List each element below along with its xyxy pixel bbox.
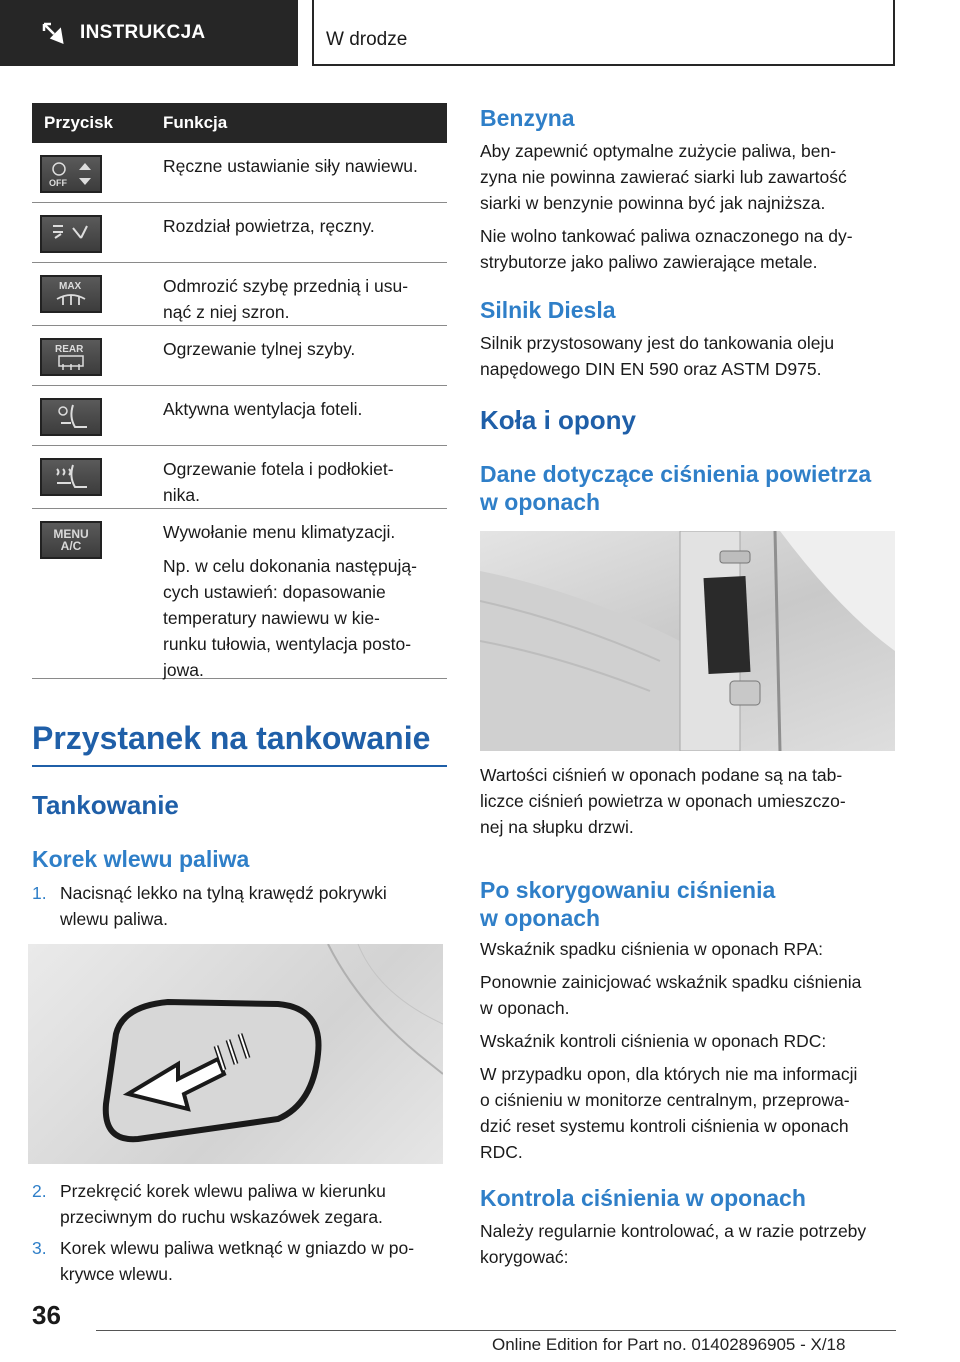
paragraph: W przypadku opon, dla których nie ma informacji o ciśnieniu w monitorze centralnym, przeprowa- dzić reset systemu kontroli ciśnienia w oponach RDC. [480, 1064, 858, 1162]
function-text: Np. w celu dokonania następują- cych ustawień: dopasowanie temperatury nawiewu w kie- runku tułowia, wentylacja posto- jowa. [163, 556, 417, 680]
step-number: 3. [32, 1238, 47, 1258]
table-row [32, 263, 447, 326]
footer-divider [96, 1330, 896, 1331]
correction-text [480, 936, 900, 1165]
section-heading: Przystanek na tankowanie [32, 720, 447, 767]
manual-tab[interactable] [0, 0, 298, 66]
manual-tab-label: INSTRUKCJA [80, 22, 206, 43]
manual-icon [40, 20, 66, 46]
function-text: Aktywna wentylacja foteli. [163, 399, 363, 419]
svg-text:OFF: OFF [49, 178, 67, 188]
diesel-heading: Silnik Diesla [480, 297, 616, 323]
step-text: Przekręcić korek wlewu paliwa w kierunku przeciwnym do ruchu wskazówek zegara. [60, 1181, 386, 1227]
function-text: Ogrzewanie tylnej szyby. [163, 339, 356, 359]
table-row [32, 203, 447, 263]
pressure-data-heading: Dane dotyczące ciśnienia powietrza w oponach [480, 461, 872, 515]
table-row [32, 446, 447, 509]
paragraph: Wskaźnik spadku ciśnienia w oponach RPA: [480, 939, 824, 959]
section-header [312, 0, 895, 66]
wheels-heading: Koła i opony [480, 405, 636, 435]
step-number: 1. [32, 883, 47, 903]
paragraph: Aby zapewnić optymalne zużycie paliwa, ben- zyna nie powinna zawierać siarki lub zawartość siarki w benzynie powinna być jak najniższa. [480, 141, 847, 213]
fan-off-button-icon [40, 155, 102, 193]
col-header-function: Funkcja [163, 113, 228, 132]
menu-ac-label: MENU A/C [53, 527, 89, 553]
seat-heating-icon [40, 458, 102, 496]
table-row [32, 143, 447, 203]
step-3 [32, 1235, 447, 1287]
step-1 [32, 880, 447, 932]
paragraph: Ponownie zainicjować wskaźnik spadku ciśnienia w oponach. [480, 972, 862, 1018]
function-text: Wywołanie menu klimatyzacji. [163, 522, 396, 542]
function-text-block [159, 509, 447, 678]
step-text: Nacisnąć lekko na tylną krawędź pokrywki wlewu paliwa. [60, 883, 387, 929]
control-text: Należy regularnie kontrolować, a w razie potrzeby korygować: [480, 1221, 867, 1267]
function-text: Rozdział powietrza, ręczny. [163, 216, 375, 236]
button-function-table [32, 103, 447, 679]
correction-heading: Po skorygowaniu ciśnienia w oponach [480, 877, 776, 931]
subsubsection-heading: Korek wlewu paliwa [32, 846, 250, 872]
svg-text:REAR: REAR [55, 344, 84, 355]
edition-text: Online Edition for Part no. 01402896905 - X/18 [492, 1335, 846, 1354]
subsection-heading: Tankowanie [32, 790, 179, 820]
function-text: Ręczne ustawianie siły nawiewu. [163, 156, 418, 176]
step-text: Korek wlewu paliwa wetknąć w gniazdo w po- krywce wlewu. [60, 1238, 415, 1284]
pressure-text: Wartości ciśnień w oponach podane są na tab- liczce ciśnień powietrza w oponach umieszczo- nej na słupku drzwi. [480, 765, 846, 837]
page-number: 36 [32, 1300, 61, 1330]
table-row [32, 509, 447, 679]
svg-text:MAX: MAX [59, 281, 82, 292]
control-heading: Kontrola ciśnienia w oponach [480, 1185, 806, 1211]
paragraph: Wskaźnik kontroli ciśnienia w oponach RDC: [480, 1031, 827, 1051]
step-number: 2. [32, 1181, 47, 1201]
menu-ac-icon [40, 521, 102, 559]
rear-defrost-icon [40, 338, 102, 376]
diesel-text: Silnik przystosowany jest do tankowania oleju napędowego DIN EN 590 oraz ASTM D975. [480, 333, 835, 379]
door-pillar-photo [480, 531, 895, 751]
seat-ventilation-icon [40, 398, 102, 436]
table-header [32, 103, 447, 143]
function-text: Odmrozić szybę przednią i usu- nąć z niej szron. [163, 276, 409, 322]
table-row [32, 326, 447, 386]
col-header-button: Przycisk [44, 113, 113, 132]
table-row [32, 386, 447, 446]
max-defrost-icon [40, 275, 102, 313]
benzyna-text [480, 138, 900, 275]
step-2 [32, 1178, 447, 1230]
fuel-cap-photo [28, 944, 443, 1164]
benzyna-heading: Benzyna [480, 105, 575, 131]
section-title: W drodze [326, 29, 408, 50]
air-distribution-icon [40, 215, 102, 253]
paragraph: Nie wolno tankować paliwa oznaczonego na dy- strybutorze jako paliwo zawierające metale. [480, 226, 853, 272]
function-text: Ogrzewanie fotela i podłokiet- nika. [163, 459, 394, 505]
